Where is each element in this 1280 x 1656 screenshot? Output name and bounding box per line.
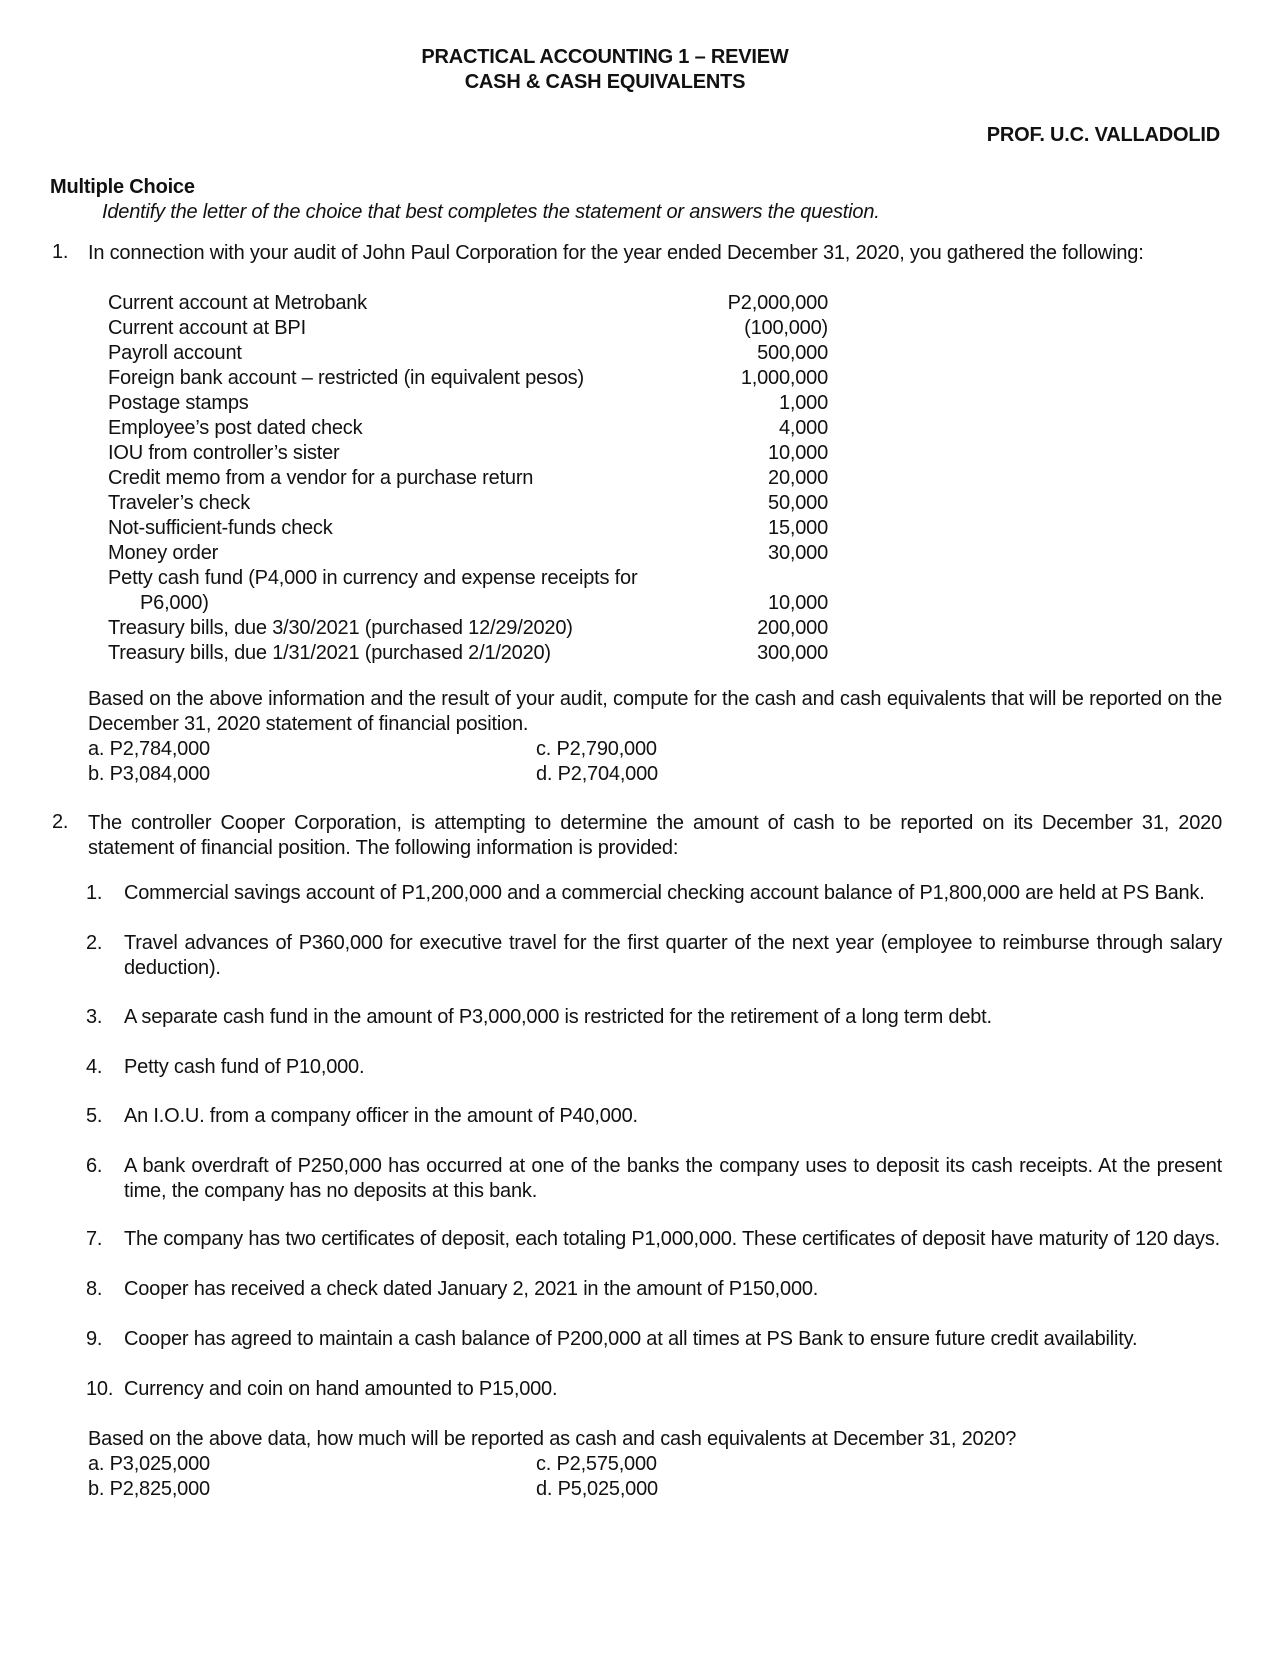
item-amount: 20,000 bbox=[768, 467, 828, 489]
choice-b[interactable]: b. P3,084,000 bbox=[88, 763, 210, 785]
item-label: Employee’s post dated check bbox=[108, 417, 363, 439]
table-row bbox=[108, 366, 828, 391]
table-row bbox=[108, 416, 828, 441]
item-amount: (100,000) bbox=[744, 317, 828, 339]
item-amount: P2,000,000 bbox=[727, 292, 828, 314]
list-item-text: A separate cash fund in the amount of P3,000,000 is restricted for the retirement of a long term debt. bbox=[124, 1006, 992, 1028]
item-amount: 10,000 bbox=[768, 592, 828, 614]
table-row bbox=[108, 466, 828, 491]
item-amount: 4,000 bbox=[778, 417, 828, 439]
table-row bbox=[108, 516, 828, 541]
list-item-text: Travel advances of P360,000 for executive travel for the first quarter of the next year (employee to reimburse through salary deduction). bbox=[124, 932, 1222, 979]
table-row bbox=[108, 341, 828, 366]
choice-a[interactable]: a. P2,784,000 bbox=[88, 738, 210, 760]
question-2-choices bbox=[88, 1452, 788, 1502]
item-label: Current account at BPI bbox=[108, 317, 306, 339]
item-label: Petty cash fund (P4,000 in currency and expense receipts for bbox=[108, 567, 638, 589]
professor-name: PROF. U.C. VALLADOLID bbox=[986, 124, 1220, 146]
item-amount: 1,000 bbox=[778, 392, 828, 414]
title-line-1: PRACTICAL ACCOUNTING 1 – REVIEW bbox=[421, 46, 789, 68]
list-item-text: Commercial savings account of P1,200,000 and a commercial checking account balance of P1,800,000 are held at PS Bank. bbox=[124, 882, 1205, 904]
list-item-number: 8. bbox=[86, 1278, 103, 1300]
question-prompt: The controller Cooper Corporation, is attempting to determine the amount of cash to be reported on its December 31, 2020 statement of financial position. The following information is provided: bbox=[88, 812, 1222, 859]
list-item-text: Petty cash fund of P10,000. bbox=[124, 1056, 365, 1078]
table-row bbox=[108, 541, 828, 566]
list-item-number: 5. bbox=[86, 1105, 103, 1127]
table-row bbox=[108, 291, 828, 316]
choice-a[interactable]: a. P3,025,000 bbox=[88, 1453, 210, 1475]
table-row bbox=[108, 391, 828, 416]
table-row bbox=[108, 616, 828, 641]
item-label: Credit memo from a vendor for a purchase return bbox=[108, 467, 534, 489]
item-amount: 1,000,000 bbox=[740, 367, 828, 389]
choice-b[interactable]: b. P2,825,000 bbox=[88, 1478, 210, 1500]
list-item-number: 6. bbox=[86, 1155, 103, 1177]
question-1-choices bbox=[88, 737, 788, 787]
question-1-prompt: Based on the above information and the result of your audit, compute for the cash and cash equivalents that will be reported on the December 31, 2020 statement of financial position. bbox=[88, 688, 1222, 735]
list-item-number: 10. bbox=[86, 1378, 114, 1400]
table-row bbox=[108, 641, 828, 666]
list-item-text: Cooper has received a check dated January 2, 2021 in the amount of P150,000. bbox=[124, 1278, 819, 1300]
choice-d[interactable]: d. P2,704,000 bbox=[536, 763, 658, 785]
table-row bbox=[108, 441, 828, 466]
item-label: Money order bbox=[108, 542, 219, 564]
item-label: IOU from controller’s sister bbox=[108, 442, 340, 464]
item-amount: 30,000 bbox=[768, 542, 828, 564]
list-item-text: Currency and coin on hand amounted to P15,000. bbox=[124, 1378, 558, 1400]
item-amount: 300,000 bbox=[757, 642, 828, 664]
question-number: 1. bbox=[52, 241, 69, 263]
list-item-text: A bank overdraft of P250,000 has occurred at one of the banks the company uses to deposit its cash receipts. At the present time, the company has no deposits at this bank. bbox=[124, 1155, 1222, 1202]
choice-d[interactable]: d. P5,025,000 bbox=[536, 1478, 658, 1500]
table-row bbox=[108, 566, 828, 591]
item-label: Not-sufficient-funds check bbox=[108, 517, 333, 539]
section-instructions: Identify the letter of the choice that best completes the statement or answers the question. bbox=[102, 201, 880, 223]
list-item-number: 9. bbox=[86, 1328, 103, 1350]
list-item-number: 1. bbox=[86, 882, 103, 904]
item-label: Foreign bank account – restricted (in equivalent pesos) bbox=[108, 367, 584, 389]
choice-c[interactable]: c. P2,790,000 bbox=[536, 738, 657, 760]
item-label: Treasury bills, due 1/31/2021 (purchased 2/1/2020) bbox=[108, 642, 551, 664]
item-label: Current account at Metrobank bbox=[108, 292, 367, 314]
list-item-text: The company has two certificates of deposit, each totaling P1,000,000. These certificates of deposit have maturity of 120 days. bbox=[124, 1228, 1220, 1250]
item-label: Traveler’s check bbox=[108, 492, 251, 514]
table-row bbox=[108, 591, 828, 616]
item-amount: 50,000 bbox=[768, 492, 828, 514]
list-item-number: 7. bbox=[86, 1228, 103, 1250]
item-label: Treasury bills, due 3/30/2021 (purchased 12/29/2020) bbox=[108, 617, 573, 639]
title-line-2: CASH & CASH EQUIVALENTS bbox=[464, 71, 746, 93]
list-item-number: 2. bbox=[86, 932, 103, 954]
item-label: P6,000) bbox=[140, 592, 209, 614]
question-1 bbox=[52, 241, 1222, 271]
question-2 bbox=[52, 811, 1222, 861]
question-2-prompt: Based on the above data, how much will be reported as cash and cash equivalents at December 31, 2020? bbox=[88, 1428, 1017, 1450]
item-amount: 500,000 bbox=[757, 342, 828, 364]
item-amount: 15,000 bbox=[768, 517, 828, 539]
question-prompt: In connection with your audit of John Paul Corporation for the year ended December 31, 2020, you gathered the following: bbox=[88, 242, 1144, 264]
list-item-text: Cooper has agreed to maintain a cash balance of P200,000 at all times at PS Bank to ensure future credit availability. bbox=[124, 1328, 1138, 1350]
item-amount: 200,000 bbox=[757, 617, 828, 639]
cash-items-table bbox=[108, 291, 828, 666]
item-amount: 10,000 bbox=[768, 442, 828, 464]
table-row bbox=[108, 316, 828, 341]
list-item-number: 4. bbox=[86, 1056, 103, 1078]
section-heading: Multiple Choice bbox=[50, 176, 195, 198]
table-row bbox=[108, 491, 828, 516]
list-item-number: 3. bbox=[86, 1006, 103, 1028]
item-label: Payroll account bbox=[108, 342, 242, 364]
question-number: 2. bbox=[52, 811, 69, 833]
item-label: Postage stamps bbox=[108, 392, 249, 414]
document-title bbox=[0, 45, 1210, 95]
list-item-text: An I.O.U. from a company officer in the amount of P40,000. bbox=[124, 1105, 638, 1127]
choice-c[interactable]: c. P2,575,000 bbox=[536, 1453, 657, 1475]
